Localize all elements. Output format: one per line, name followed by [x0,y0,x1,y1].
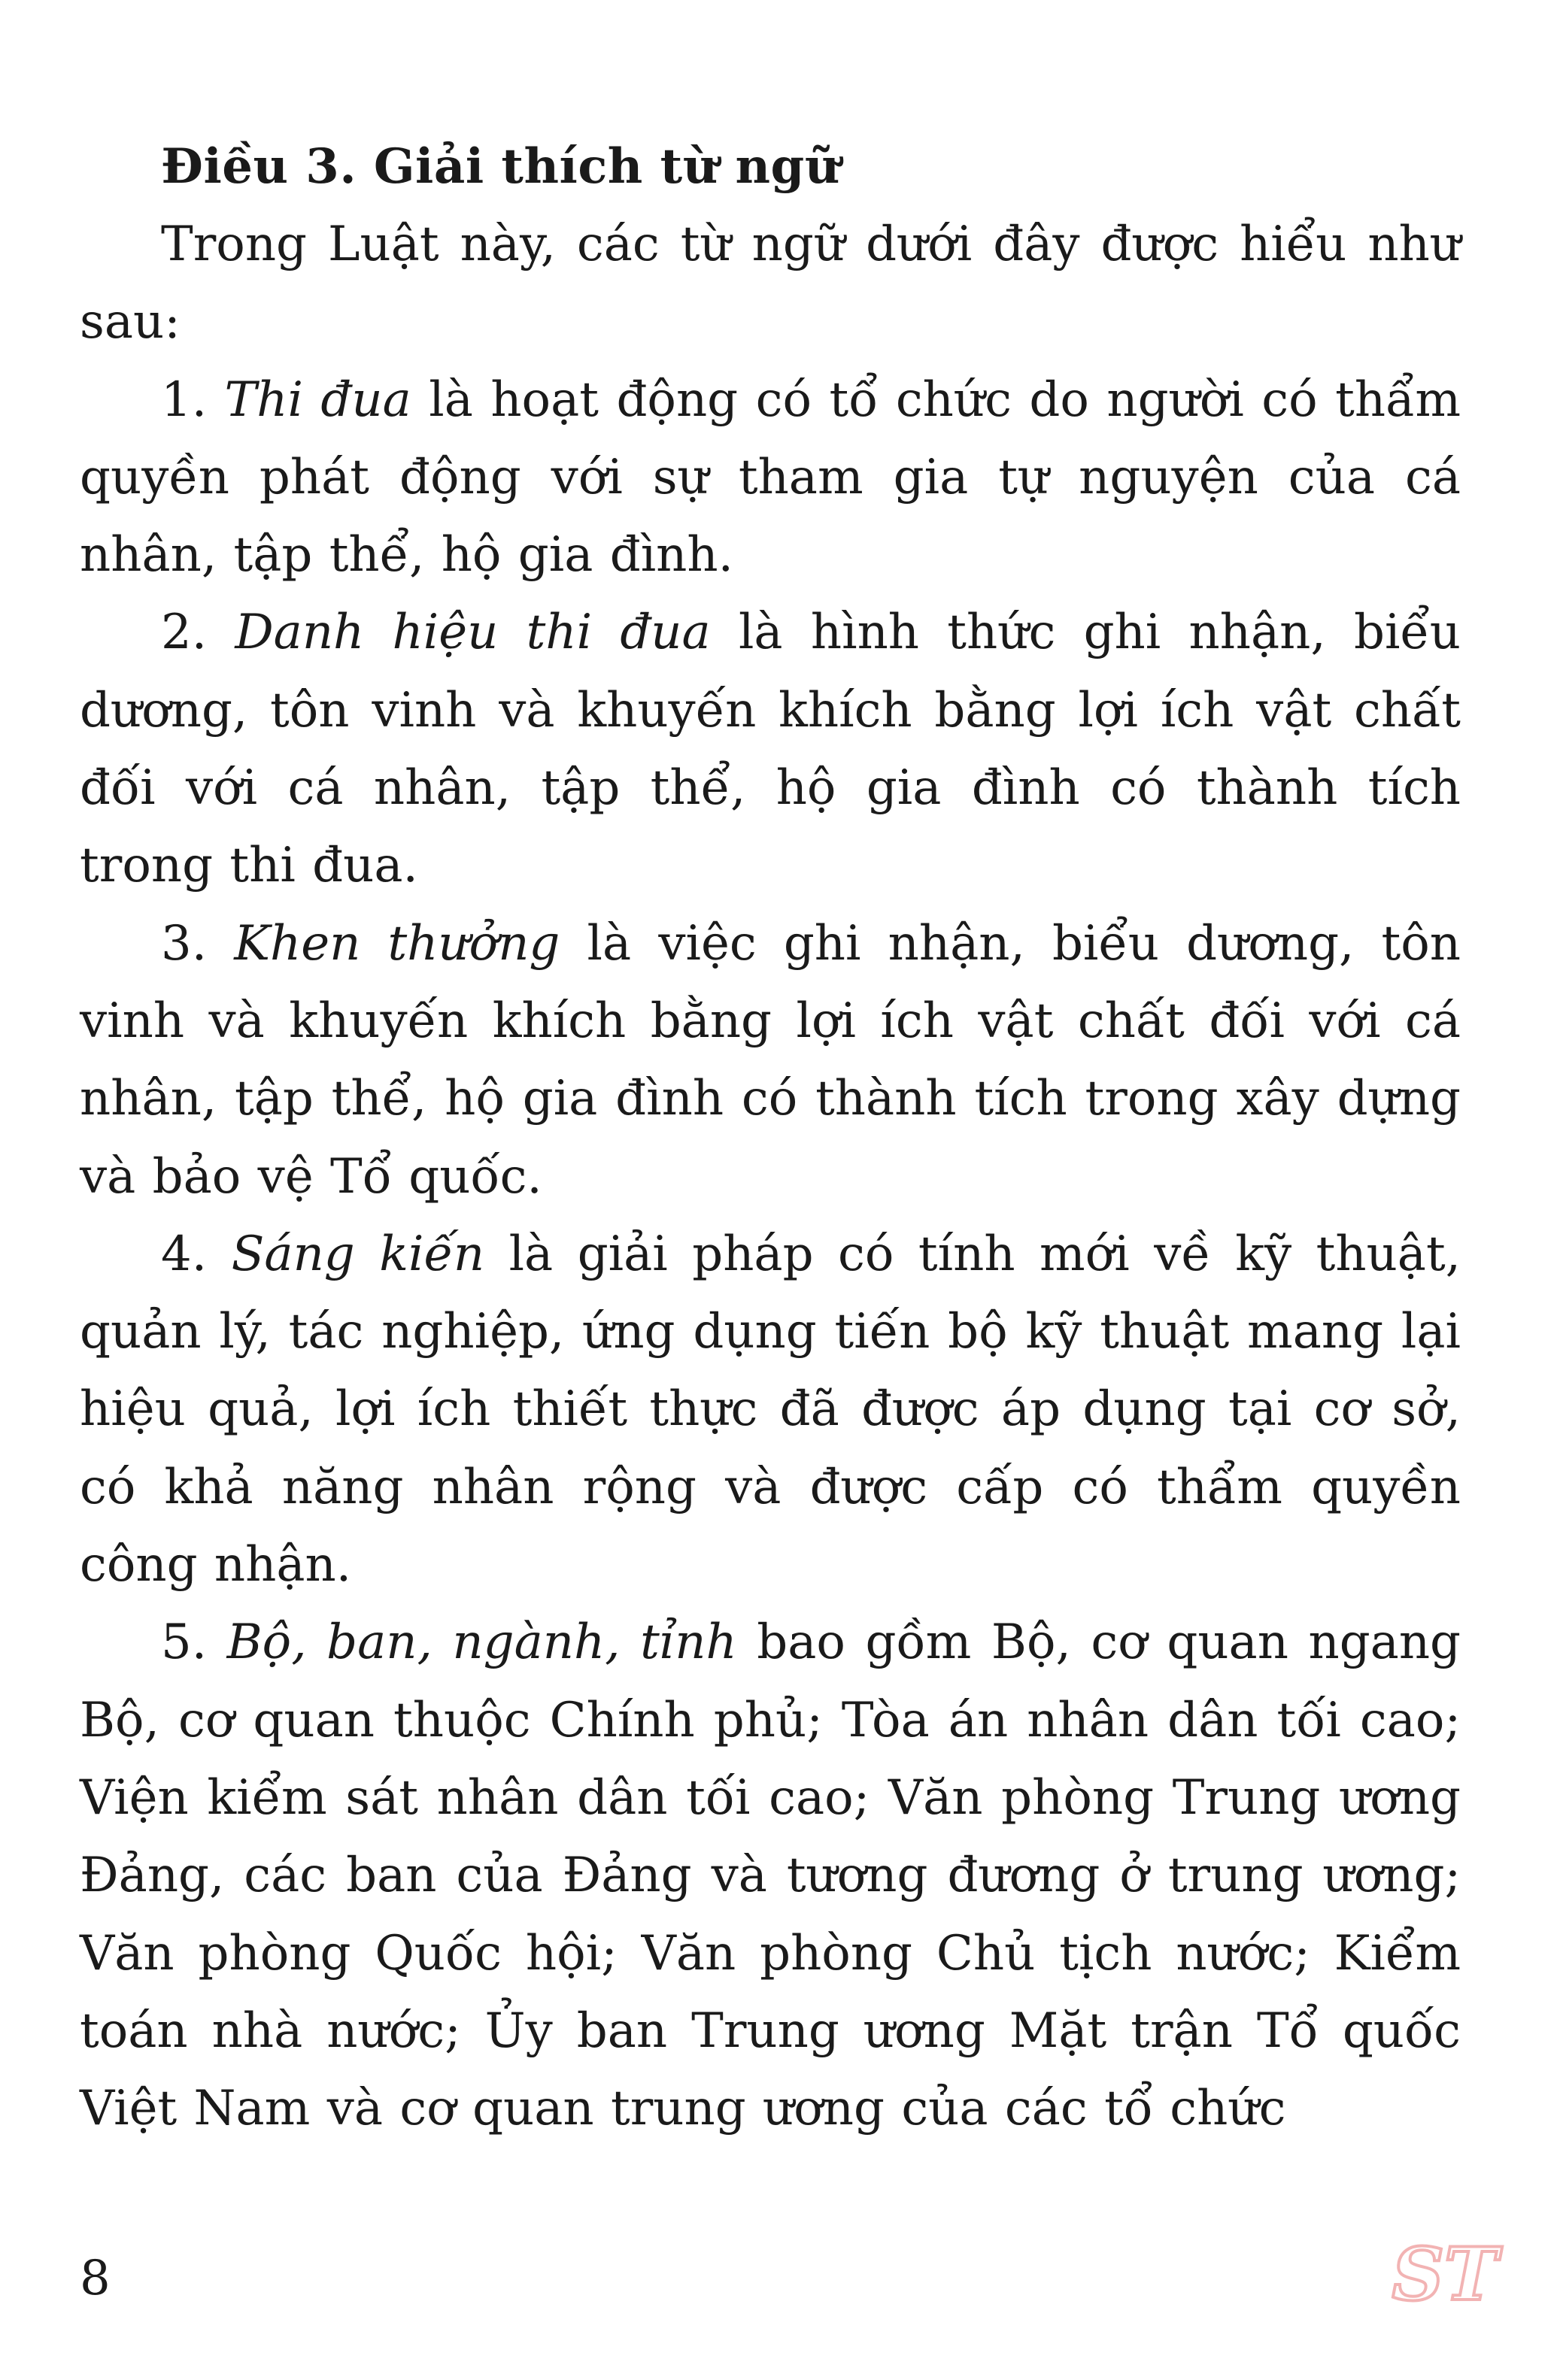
document-body [80,128,1461,2148]
publisher-logo-icon [1392,2230,1498,2317]
definition-number: 1. [161,371,225,428]
article-heading: Điều 3. Giải thích từ ngữ [161,138,840,195]
definition-text: là hoạt động có tổ chức do người có thẩm quyền phát động với sự tham gia tự nguyện của cá nhân, tập thể, hộ gia đình. [80,371,1461,584]
definition-text: là giải pháp có tính mới về kỹ thuật, quản lý, tác nghiệp, ứng dụng tiến bộ kỹ thuật mang lại hiệu quả, lợi ích thiết thực đã được áp dụng tại cơ sở, có khả năng nhân rộng và được cấp có thẩm quyền công nhận. [80,1226,1461,1593]
definition-term: Bộ, ban, ngành, tỉnh [226,1614,737,1671]
definition-text: là việc ghi nhận, biểu dương, tôn vinh và khuyến khích bằng lợi ích vật chất đối với cá nhân, tập thể, hộ gia đình có thành tích trong xây dựng và bảo vệ Tổ quốc. [80,915,1461,1205]
definition-term: Danh hiệu thi đua [235,605,711,661]
definition-text: bao gồm Bộ, cơ quan ngang Bộ, cơ quan thuộc Chính phủ; Tòa án nhân dân tối cao; Viện kiểm sát nhân dân tối cao; Văn phòng Trung ương Đảng, các ban của Đảng và tương đương ở trung ương; Văn phòng Quốc hội; Văn phòng Chủ tịch nước; Kiểm toán nhà nước; Ủy ban Trung ương Mặt trận Tổ quốc Việt Nam và cơ quan trung ương của các tổ chức [80,1614,1461,2137]
intro-paragraph: Trong Luật này, các từ ngữ dưới đây được hiểu như sau: [80,217,1461,350]
definition-term: Khen thưởng [234,915,560,972]
definition-number: 3. [161,915,235,972]
logo-text: ST [1392,2232,1498,2317]
page-number: 8 [80,2251,111,2306]
definition-1 [80,362,1461,595]
definition-text: là hình thức ghi nhận, biểu dương, tôn vinh và khuyến khích bằng lợi ích vật chất đối với cá nhân, tập thể, hộ gia đình có thành tích trong thi đua. [80,605,1461,894]
definition-term: Sáng kiến [231,1226,485,1282]
definition-number: 2. [161,605,235,661]
definition-number: 4. [161,1226,232,1282]
definition-number: 5. [161,1614,227,1671]
definition-3 [80,905,1461,1216]
definition-term: Thi đua [224,371,411,428]
definition-4 [80,1216,1461,1604]
definition-2 [80,594,1461,905]
definition-5 [80,1604,1461,2148]
